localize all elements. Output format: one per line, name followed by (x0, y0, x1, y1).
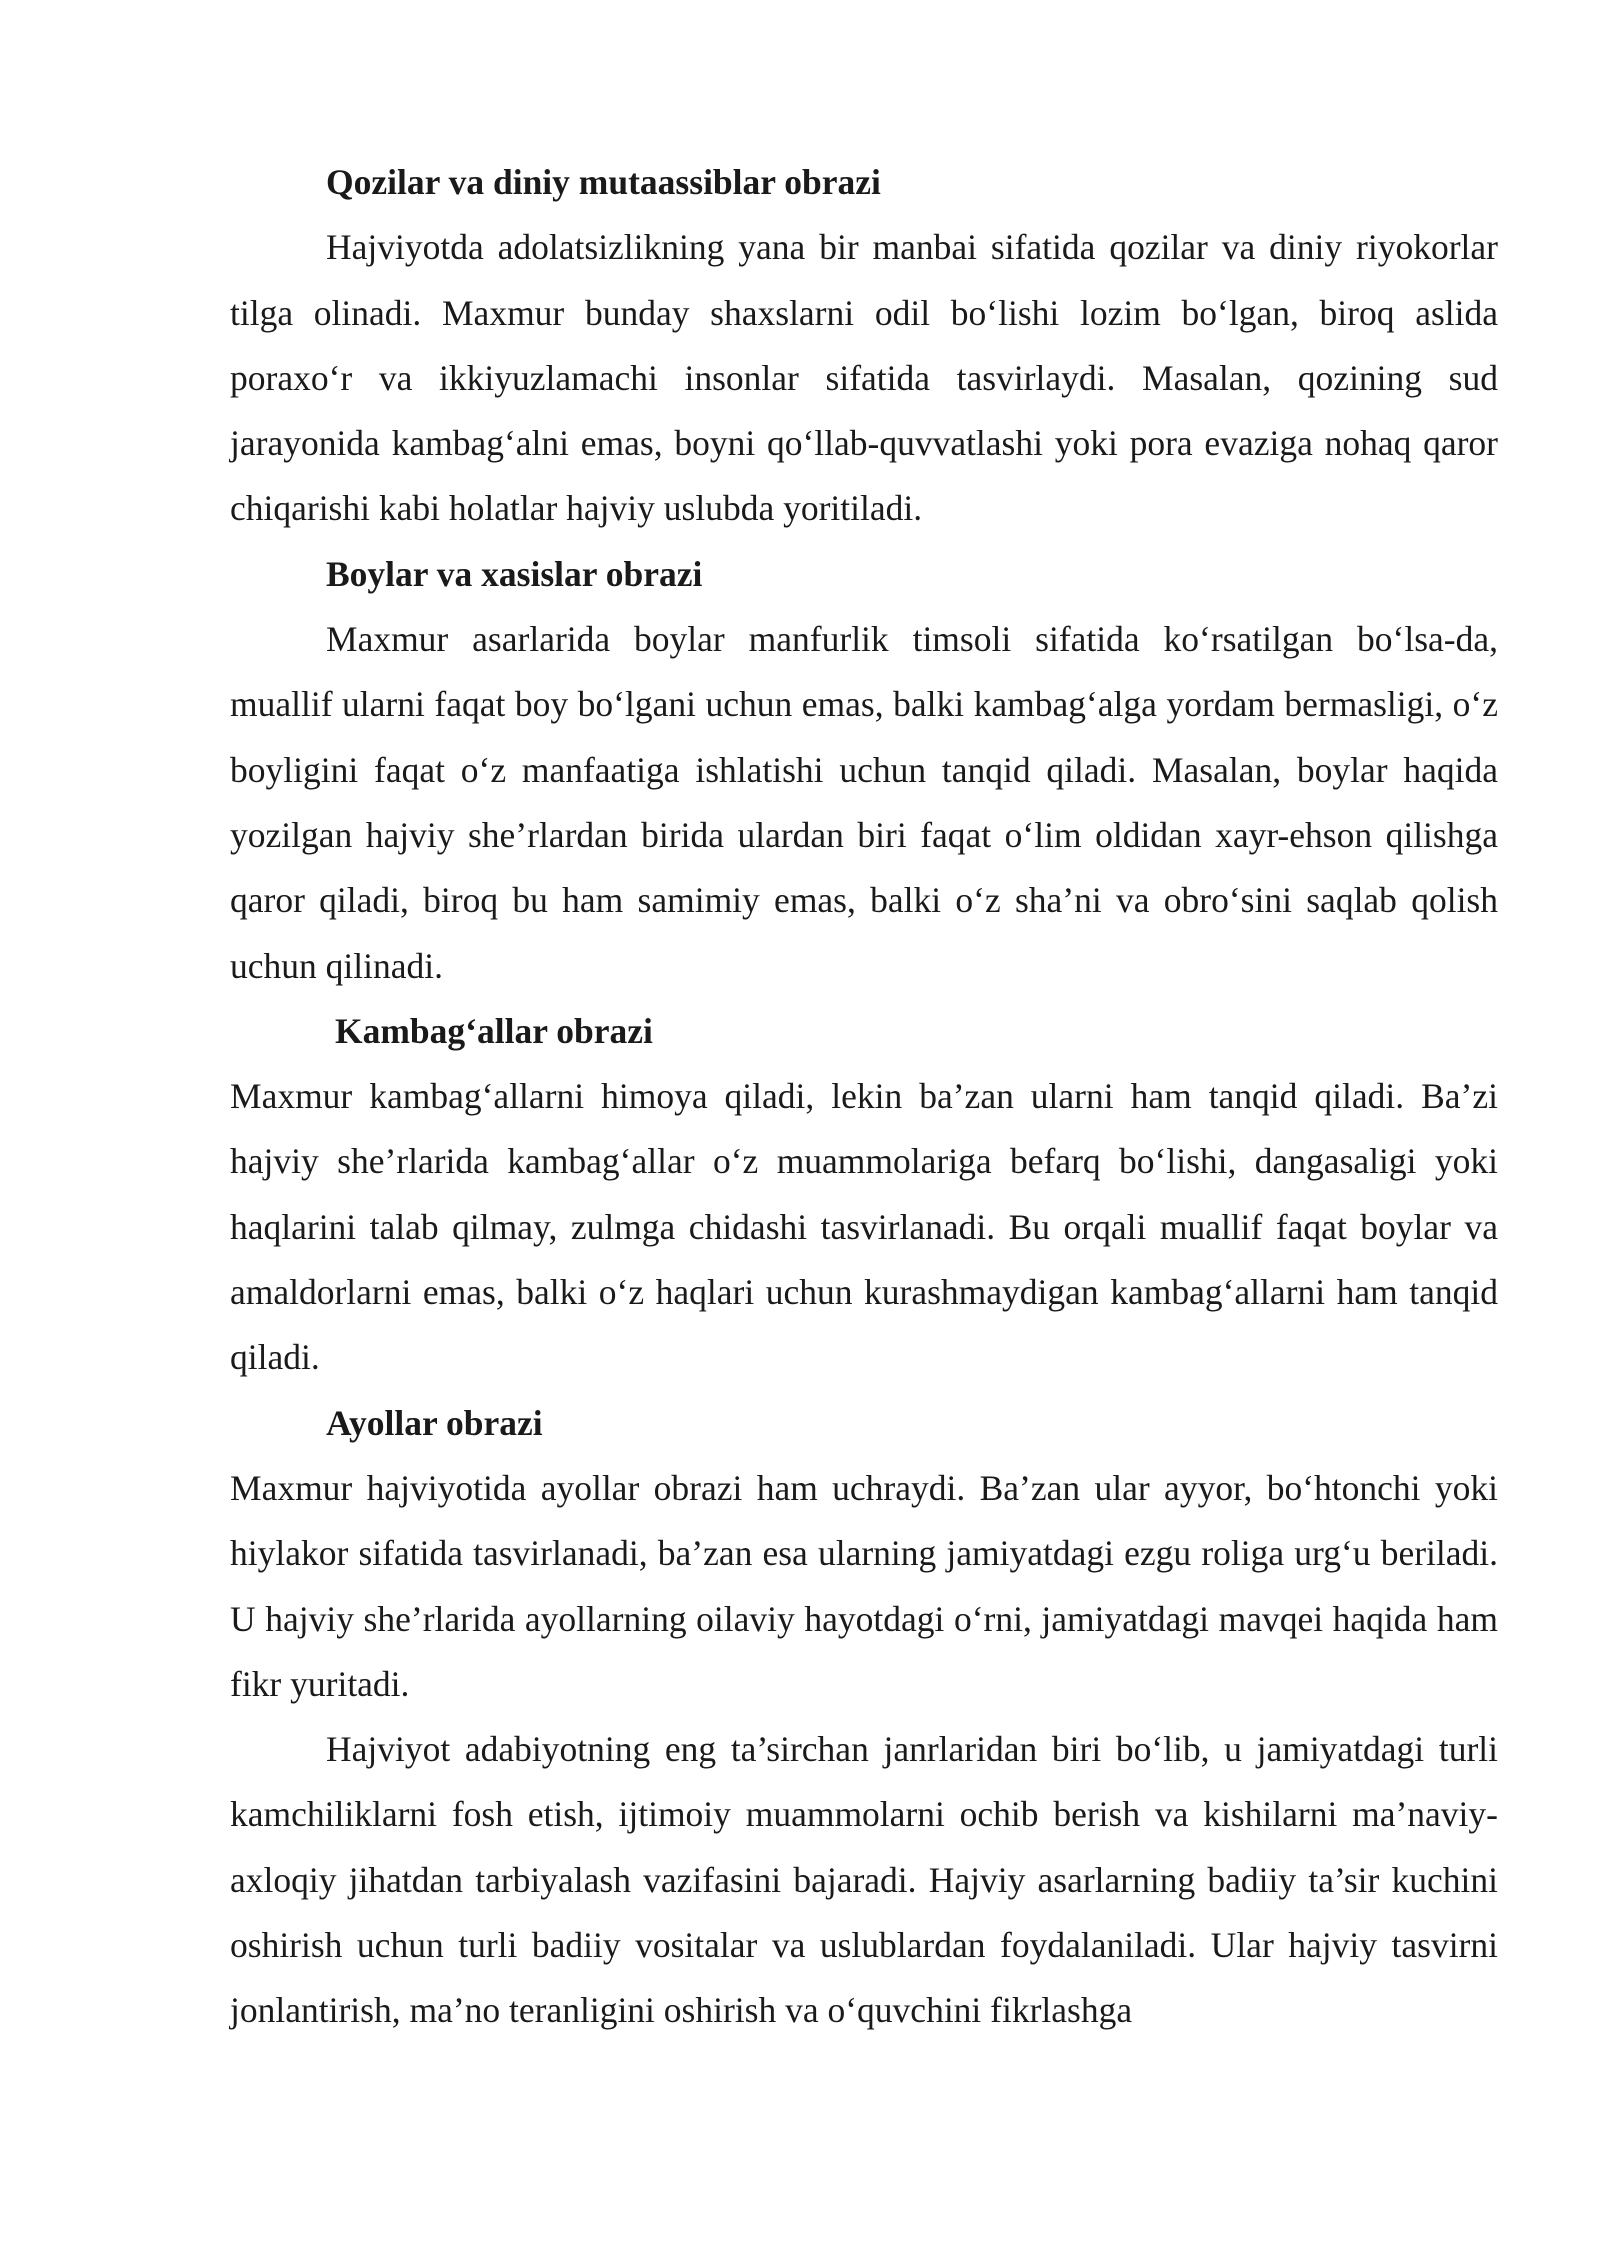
document-body (230, 150, 1498, 2044)
section-paragraph-rich: Maxmur asarlarida boylar manfurlik timsoli sifatida ko‘rsatilgan bo‘lsa-da, muallif ularni faqat boy bo‘lgani uchun emas, balki kambag‘alga yordam bermasligi, o‘z boyligini faqat o‘z manfaatiga ishlatishi uchun tanqid qiladi. Masalan, boylar haqida yozilgan hajviy she’rlardan birida ulardan biri faqat o‘lim oldidan xayr-ehson qilishga qaror qiladi, biroq bu ham samimiy emas, balki o‘z sha’ni va obro‘sini saqlab qolish uchun qilinadi. (230, 619, 1498, 986)
section-heading-poor: Kambag‘allar obrazi (335, 1010, 653, 1051)
section-paragraph-judges: Hajviyotda adolatsizlikning yana bir manbai sifatida qozilar va diniy riyokorlar tilga olinadi. Maxmur bunday shaxslarni odil bo‘lishi lozim bo‘lgan, biroq aslida poraxo‘r va ikkiyuzlamachi insonlar sifatida tasvirlaydi. Masalan, qozining sud jarayonida kambag‘alni emas, boyni qo‘llab-quvvatlashi yoki pora evaziga nohaq qaror chiqarishi kabi holatlar hajviy uslubda yoritiladi. (230, 227, 1498, 529)
section-heading-women: Ayollar obrazi (326, 1402, 543, 1443)
section-paragraph-poor: Maxmur kambag‘allarni himoya qiladi, lekin ba’zan ularni ham tanqid qiladi. Ba’zi hajviy she’rlarida kambag‘allar o‘z muammolariga befarq bo‘lishi, dangasaligi yoki haqlarini talab qilmay, zulmga chidashi tasvirlanadi. Bu orqali muallif faqat boylar va amaldorlarni emas, balki o‘z haqlari uchun kurashmaydigan kambag‘allarni ham tanqid qiladi. (230, 1076, 1498, 1378)
section-heading-rich: Boylar va xasislar obrazi (326, 553, 703, 594)
section-paragraph-women: Maxmur hajviyotida ayollar obrazi ham uchraydi. Ba’zan ular ayyor, bo‘htonchi yoki hiylakor sifatida tasvirlanadi, ba’zan esa ularning jamiyatdagi ezgu roliga urg‘u beriladi. U hajviy she’rlarida ayollarning oilaviy hayotdagi o‘rni, jamiyatdagi mavqei haqida ham fikr yuritadi. (230, 1467, 1498, 1704)
section-heading-judges: Qozilar va diniy mutaassiblar obrazi (326, 162, 881, 202)
closing-paragraph: Hajviyot adabiyotning eng ta’sirchan janrlaridan biri bo‘lib, u jamiyatdagi turli kamchiliklarni fosh etish, ijtimoiy muammolarni ochib berish va kishilarni ma’naviy-axloqiy jihatdan tarbiyalash vazifasini bajaradi. Hajviy asarlarning badiiy ta’sir kuchini oshirish uchun turli badiiy vositalar va uslublardan foydalaniladi. Ular hajviy tasvirni jonlantirish, ma’no teranligini oshirish va o‘quvchini fikrlashga (230, 1729, 1498, 2031)
